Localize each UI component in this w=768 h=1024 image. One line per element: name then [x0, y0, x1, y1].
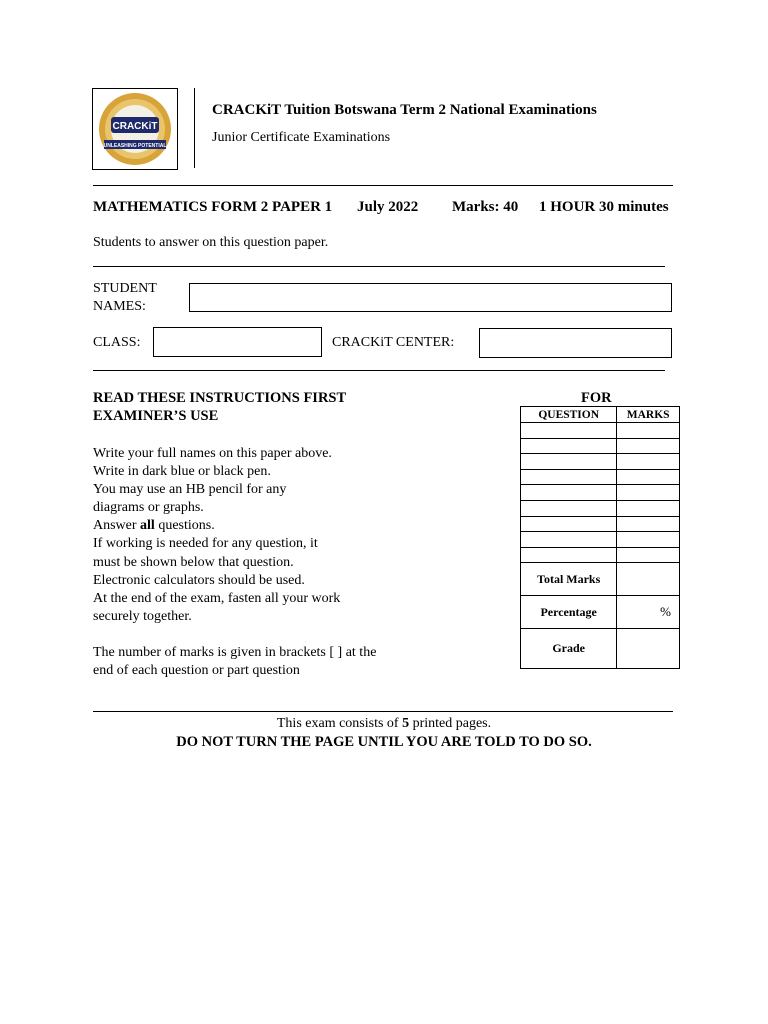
marks-cell[interactable] — [617, 423, 680, 439]
question-cell[interactable] — [521, 469, 617, 485]
table-row — [521, 438, 680, 454]
answer-suffix: questions. — [154, 518, 215, 534]
table-row — [521, 516, 680, 532]
marks-cell[interactable] — [617, 500, 680, 516]
question-cell[interactable] — [521, 532, 617, 548]
question-cell[interactable] — [521, 438, 617, 454]
instructions-list — [93, 445, 393, 626]
page-count-prefix: This exam consists of — [276, 716, 403, 731]
logo — [92, 88, 178, 170]
exam-duration: 1 HOUR 30 minutes — [539, 199, 669, 215]
instruction-line: If working is needed for any question, it — [93, 536, 318, 552]
logo-tagline: UNLEASHING POTENTIAL — [103, 143, 167, 149]
table-row — [521, 454, 680, 470]
percentage-label: Percentage — [521, 596, 617, 629]
marks-note-line2: end of each question or part question — [93, 663, 300, 678]
table-row — [521, 423, 680, 439]
marks-cell[interactable] — [617, 438, 680, 454]
instruction-line: must be shown below that question. — [93, 554, 294, 570]
crackit-center-label: CRACKiT CENTER: — [332, 335, 455, 350]
exam-date: July 2022 — [357, 199, 419, 215]
exam-body-title: CRACKiT Tuition Botswana Term 2 National Examinations — [212, 102, 597, 118]
marks-column-header: MARKS — [617, 407, 680, 423]
class-label: CLASS: — [93, 335, 141, 350]
instruction-line-answer — [93, 517, 393, 535]
separator-line — [93, 266, 665, 267]
total-marks-label: Total Marks — [521, 563, 617, 596]
class-field[interactable] — [153, 327, 322, 357]
do-not-turn-warning: DO NOT TURN THE PAGE UNTIL YOU ARE TOLD TO DO SO. — [176, 734, 592, 750]
marks-cell[interactable] — [617, 454, 680, 470]
table-row — [521, 532, 680, 548]
examiner-table — [520, 406, 680, 669]
table-row — [521, 547, 680, 563]
table-row — [521, 500, 680, 516]
page-count: 5 — [402, 716, 410, 731]
for-label: FOR — [581, 390, 612, 406]
marks-cell[interactable] — [617, 547, 680, 563]
header-divider — [194, 88, 195, 168]
table-row — [521, 469, 680, 485]
question-cell[interactable] — [521, 547, 617, 563]
student-names-label-line1: STUDENT — [93, 281, 157, 296]
answer-note: Students to answer on this question paper. — [93, 235, 329, 250]
instructions-heading: READ THESE INSTRUCTIONS FIRST — [93, 390, 347, 406]
exam-subject: MATHEMATICS FORM 2 PAPER 1 — [93, 199, 333, 215]
instruction-line: Write in dark blue or black pen. — [93, 464, 271, 480]
instruction-line: You may use an HB pencil for any — [93, 482, 287, 498]
page-count-note — [0, 716, 768, 732]
exam-marks: Marks: 40 — [452, 199, 519, 215]
separator-line — [93, 711, 673, 712]
answer-prefix: Answer — [93, 518, 141, 534]
exam-body-subtitle: Junior Certificate Examinations — [212, 130, 391, 145]
answer-bold: all — [140, 518, 155, 534]
question-cell[interactable] — [521, 516, 617, 532]
instruction-line: diagrams or graphs. — [93, 500, 204, 516]
crackit-logo-emblem — [96, 91, 174, 167]
examiners-use-heading: EXAMINER’S USE — [93, 408, 219, 424]
marks-note-line1: The number of marks is given in brackets [ ] at the — [93, 645, 377, 660]
grade-cell[interactable] — [617, 629, 680, 669]
crackit-center-field[interactable] — [479, 328, 672, 358]
student-names-field[interactable] — [189, 283, 672, 312]
percentage-row — [521, 596, 680, 629]
question-cell[interactable] — [521, 423, 617, 439]
marks-cell[interactable] — [617, 469, 680, 485]
instruction-line: Electronic calculators should be used. — [93, 572, 305, 588]
separator-line — [93, 185, 673, 186]
marks-cell[interactable] — [617, 532, 680, 548]
table-row — [521, 485, 680, 501]
grade-row — [521, 629, 680, 669]
percentage-cell[interactable]: % — [617, 596, 680, 629]
logo-brand-text: CRACKiT — [112, 121, 158, 132]
separator-line — [93, 370, 665, 371]
question-column-header: QUESTION — [521, 407, 617, 423]
page-count-suffix: printed pages. — [409, 716, 492, 731]
marks-cell[interactable] — [617, 485, 680, 501]
instruction-line: At the end of the exam, fasten all your work — [93, 590, 341, 606]
total-marks-row — [521, 563, 680, 596]
total-marks-cell[interactable] — [617, 563, 680, 596]
question-cell[interactable] — [521, 454, 617, 470]
grade-label: Grade — [521, 629, 617, 669]
instruction-line: securely together. — [93, 608, 192, 624]
question-cell[interactable] — [521, 485, 617, 501]
student-names-label-line2: NAMES: — [93, 299, 146, 314]
marks-note — [93, 644, 423, 680]
instruction-line: Write your full names on this paper above. — [93, 446, 332, 461]
question-cell[interactable] — [521, 500, 617, 516]
marks-cell[interactable] — [617, 516, 680, 532]
